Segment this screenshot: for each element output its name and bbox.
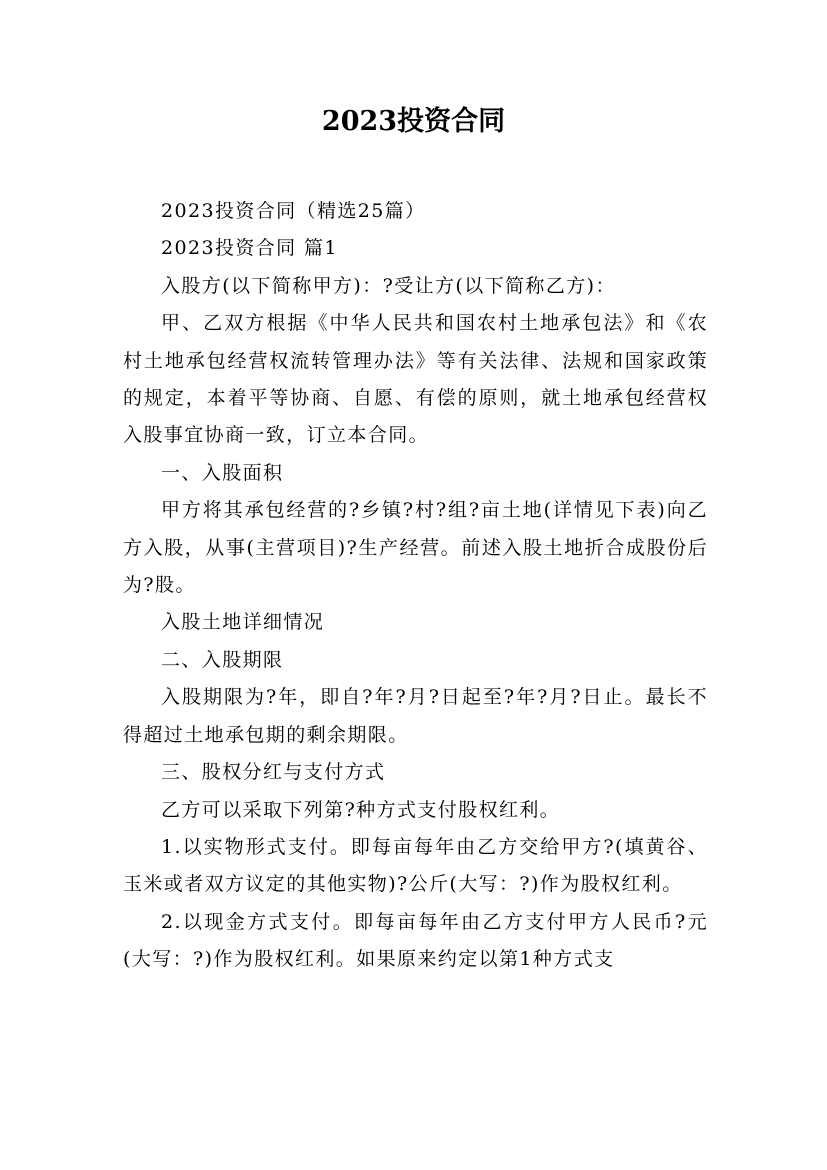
paragraph-subtitle: 2023投资合同（精选25篇） xyxy=(161,200,426,222)
section-heading-dividends: 三、股权分红与支付方式 xyxy=(161,761,386,784)
paragraph-payment-cash: 2.以现金方式支付。即每亩每年由乙方支付甲方人民币?元(大写：?)作为股权红利。如果原来约定以第1种方式支 xyxy=(123,910,708,971)
paragraph-land-details: 入股土地详细情况 xyxy=(161,611,325,634)
section-heading-term: 二、入股期限 xyxy=(161,648,284,671)
document-body xyxy=(123,193,708,979)
paragraph-area: 甲方将其承包经营的?乡镇?村?组?亩土地(详情见下表)向乙方入股，从事(主营项目)?生产经营。前述入股土地折合成股份后为?股。 xyxy=(123,499,708,597)
section-heading-area: 一、入股面积 xyxy=(161,461,284,484)
paragraph-payment-in-kind: 1.以实物形式支付。即每亩每年由乙方交给甲方?(填黄谷、玉米或者双方议定的其他实物)?公斤(大写：?)作为股权红利。 xyxy=(123,835,708,896)
paragraph-article-heading: 2023投资合同 篇1 xyxy=(161,237,338,260)
paragraph-term: 入股期限为?年，即自?年?月?日起至?年?月?日止。最长不得超过土地承包期的剩余期限。 xyxy=(123,686,708,746)
paragraph-parties: 入股方(以下简称甲方)：?受让方(以下简称乙方)： xyxy=(161,274,616,297)
paragraph-payment-choice: 乙方可以采取下列第?种方式支付股权红利。 xyxy=(161,798,561,821)
document-title: 2023投资合同 xyxy=(321,106,506,137)
paragraph-preamble: 甲、乙双方根据《中华人民共和国农村土地承包法》和《农村土地承包经营权流转管理办法》等有关法律、法规和国家政策的规定，本着平等协商、自愿、有偿的原则，就土地承包经营权入股事宜协商一致，订立本合同。 xyxy=(123,312,708,447)
